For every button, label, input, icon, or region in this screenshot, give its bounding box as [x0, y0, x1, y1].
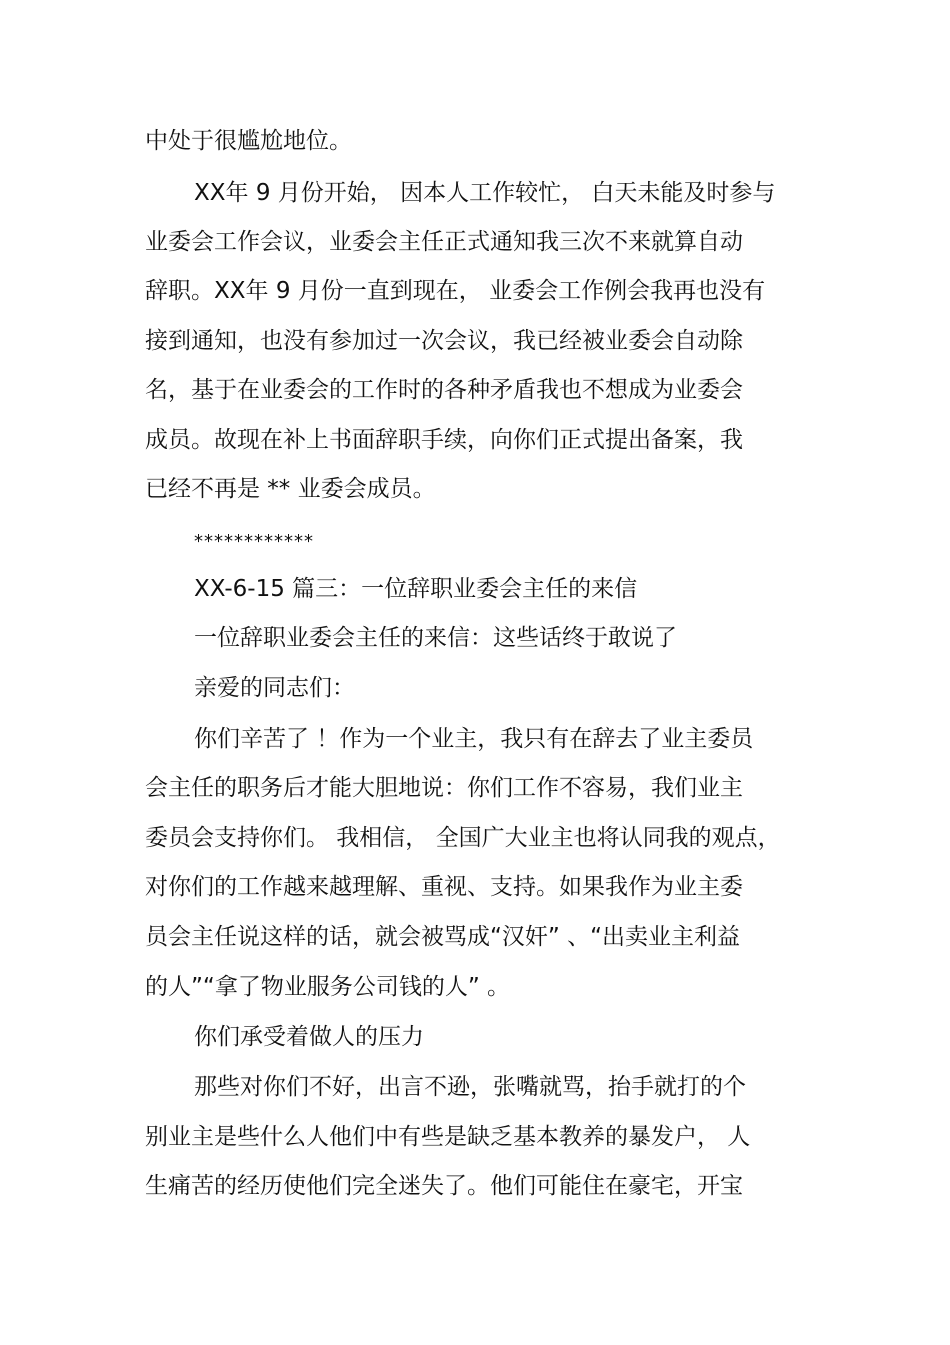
text-line: 你们辛苦了 ！作为一个业主，我只有在辞去了业主委员: [194, 726, 754, 752]
text-line: 别业主是些什么人他们中有些是缺乏基本教养的暴发户， 人: [145, 1124, 751, 1150]
text-line: 委员会支持你们。 我相信， 全国广大业主也将认同我的观点，: [145, 825, 781, 851]
text-line: 那些对你们不好，出言不逊，张嘴就骂，抬手就打的个: [194, 1074, 746, 1100]
text-line: 成员。故现在补上书面辞职手续，向你们正式提出备案，我: [145, 427, 743, 453]
text-line: 的人”“拿了物业服务公司钱的人” 。: [145, 974, 511, 1000]
text-line: 业委会工作会议，业委会主任正式通知我三次不来就算自动: [145, 229, 743, 255]
salutation: 亲爱的同志们：: [194, 675, 355, 701]
subheading: 你们承受着做人的压力: [194, 1024, 424, 1050]
section-heading: XX-6-15 篇三：一位辞职业委会主任的来信: [194, 576, 638, 602]
text-line: 已经不再是 ** 业委会成员。: [145, 476, 436, 502]
text-line: 辞职。XX年 9 月份一直到现在， 业委会工作例会我再也没有: [145, 278, 766, 304]
text-line: 中处于很尴尬地位。: [145, 128, 352, 154]
text-line: 名，基于在业委会的工作时的各种矛盾我也不想成为业委会: [145, 377, 743, 403]
text-line: 会主任的职务后才能大胆地说：你们工作不容易，我们业主: [145, 775, 743, 801]
text-line: 生痛苦的经历使他们完全迷失了。他们可能住在豪宅，开宝: [145, 1173, 743, 1199]
text-line: 员会主任说这样的话，就会被骂成“汉奸” 、“出卖业主利益: [145, 924, 741, 950]
letter-title: 一位辞职业委会主任的来信：这些话终于敢说了: [194, 625, 677, 651]
text-line: 接到通知，也没有参加过一次会议，我已经被业委会自动除: [145, 328, 743, 354]
text-line: 对你们的工作越来越理解、重视、支持。如果我作为业主委: [145, 874, 743, 900]
text-line: XX年 9 月份开始， 因本人工作较忙， 白天未能及时参与: [194, 180, 776, 206]
separator-stars: ************: [194, 531, 314, 552]
